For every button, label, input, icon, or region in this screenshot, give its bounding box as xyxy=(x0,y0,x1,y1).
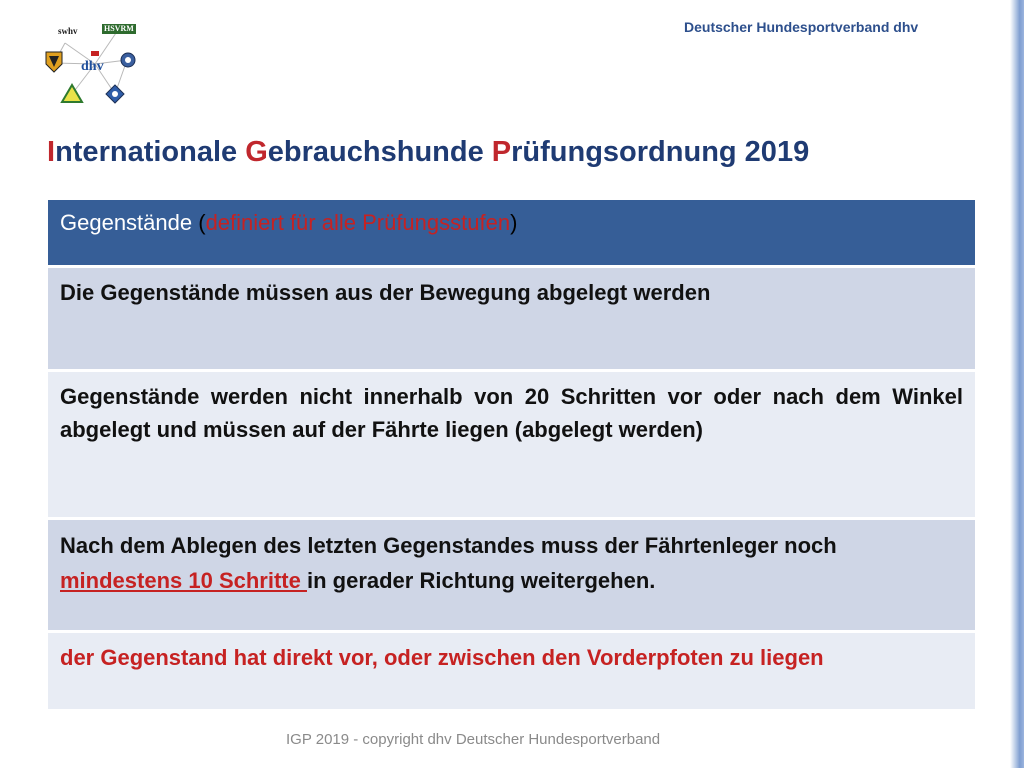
rule-text-before: Nach dem Ablegen des letzten Gegenstandes muss der Fährtenleger noch xyxy=(60,533,837,558)
table-row xyxy=(48,520,975,630)
rule-text: Die Gegenstände müssen aus der Bewegung abgelegt werden xyxy=(60,280,711,305)
rule-text: Gegenstände werden nicht innerhalb von 20 Schritten vor oder nach dem Winkel abgelegt und müssen auf der Fährte liegen (abgelegt werden) xyxy=(60,384,963,442)
rule-text-after: in gerader Richtung weitergehen. xyxy=(306,568,656,593)
hsvrm-logo: HSVRM xyxy=(104,24,134,33)
table-row xyxy=(48,633,975,709)
organization-header: Deutscher Hundesportverband dhv xyxy=(684,19,919,35)
table-header-label: Gegenstände xyxy=(60,210,193,235)
rules-table xyxy=(48,200,975,709)
footer-copyright: IGP 2019 - copyright dhv Deutscher Hundesportverband xyxy=(286,731,661,748)
rule-highlight: mindestens 10 Schritte xyxy=(60,568,307,593)
table-header-row: Gegenstände (definiert für alle Prüfungsstufen) xyxy=(48,200,975,265)
slide-title: Internationale Gebrauchshunde Prüfungsordnung 2019 xyxy=(47,136,810,168)
logo-cluster xyxy=(40,18,140,110)
dhv-logo: dhv xyxy=(81,59,104,74)
table-header-qualifier: definiert für alle Prüfungsstufen xyxy=(205,210,511,235)
swhv-logo: swhv xyxy=(58,26,78,36)
table-row xyxy=(48,372,975,517)
table-row xyxy=(48,268,975,369)
slide-edge-bar xyxy=(1010,0,1024,768)
rule-text: der Gegenstand hat direkt vor, oder zwischen den Vorderpfoten zu liegen xyxy=(60,645,824,670)
